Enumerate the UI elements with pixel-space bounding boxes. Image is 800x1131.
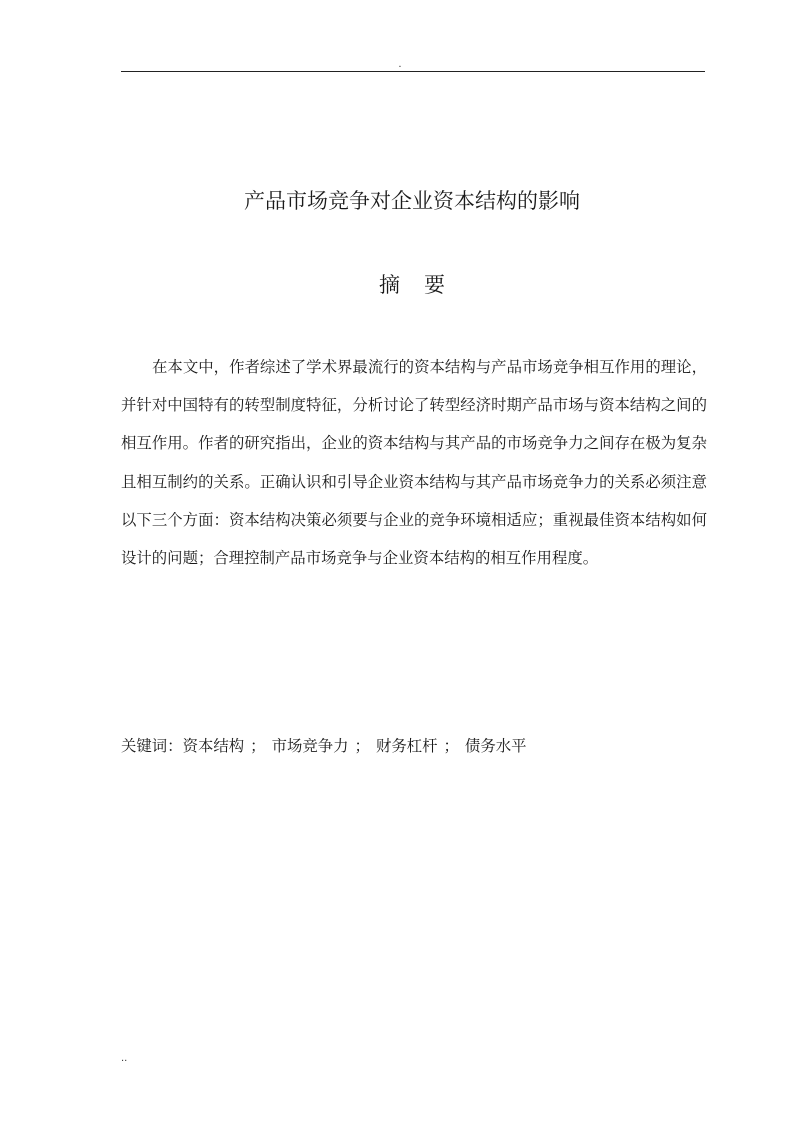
- keyword-item: 债务水平: [464, 737, 527, 755]
- header-mark: .: [398, 59, 402, 70]
- abstract-heading: 摘要: [379, 273, 469, 297]
- document-title: 产品市场竞争对企业资本结构的影响: [244, 189, 580, 213]
- keywords-line: [121, 734, 707, 758]
- keyword-item: 财务杠杆: [375, 737, 438, 755]
- keyword-separator: ；: [250, 737, 266, 755]
- keywords-label: 关键词：: [121, 737, 183, 755]
- header-rule: [121, 71, 705, 72]
- keyword-item: 资本结构: [182, 737, 245, 755]
- abstract-body: 在本文中，作者综述了学术界最流行的资本结构与产品市场竞争相互作用的理论，并针对中国特有的转型制度特征，分析讨论了转型经济时期产品市场与资本结构之间的相互作用。作者的研究指出，企业的资本结构与其产品的市场竞争力之间存在极为复杂且相互制约的关系。正确认识和引导企业资本结构与其产品市场竞争力的关系必须注意以下三个方面：资本结构决策必须要与企业的竞争环境相适应；重视最佳资本结构如何设计的问题；合理控制产品市场竞争与企业资本结构的相互作用程度。: [121, 358, 707, 568]
- keyword-item: 市场竞争力: [271, 737, 349, 755]
- keyword-separator: ；: [354, 737, 370, 755]
- keyword-separator: ；: [443, 737, 459, 755]
- footer-mark: ..: [121, 1053, 128, 1064]
